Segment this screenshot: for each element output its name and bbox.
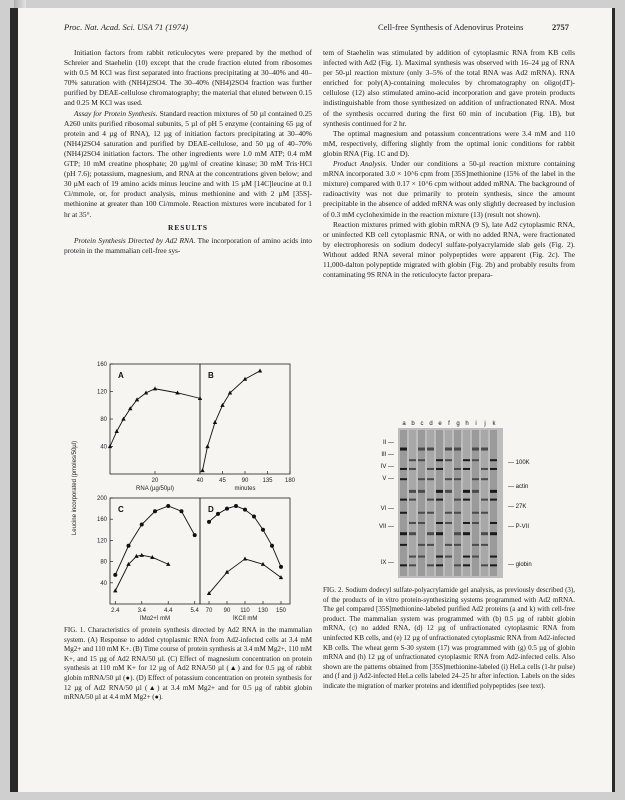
gel-band [490,490,497,493]
gel-band [418,459,425,461]
x-tick-label: 3.4 [137,608,146,614]
marker-label-left: VII — [378,524,394,530]
gel-lane [472,430,479,576]
gel-band [463,499,470,501]
gel-band [490,532,497,535]
y-axis-label: Leucine incorporated (pmoles/50µl) [72,440,78,536]
right-column-text [323,48,575,280]
page-number: 2757 [552,22,569,32]
caption-label: FIG. 2. [323,586,344,594]
gel-lane [481,430,488,576]
data-point-triangle [258,368,262,372]
gel-band [454,532,461,535]
data-point-circle [261,528,265,532]
gel-band [481,532,488,535]
gel-band [418,522,425,524]
gel-band [445,478,452,480]
caption-label: FIG. 1. [64,626,86,634]
gel-band [436,564,443,566]
gel-band [418,556,425,558]
gel-band [427,564,434,566]
x-tick-label: 2.4 [111,608,120,614]
x-tick-label: 45 [219,478,226,484]
x-tick-label: 90 [223,608,231,614]
data-point-circle [193,533,197,537]
x-tick-label: 110 [240,608,250,614]
marker-label-right: — 100K [508,460,530,466]
gel-band [472,490,479,493]
lane-label: a [402,421,406,427]
gel-band [445,544,452,546]
paragraph-body: Standard reaction mixtures of 50 µl contained 0.25 A260 units purified ribosomal subunits, 5 µl of pH 5 enzyme (containing 65 µg of protein and 4 µg of RNA), 12 µg of initiation factors precipitating at 30–40% (NH4)2SO4 saturation and purified by DEAE-cellulose, and 50 µg of 40–70% (NH4)2SO4 initiation factors. The other ingredients were 1.0 mM ATP; 0.4 mM GTP; 10 mM creatine phosphate; 20 µg/ml of creatine kinase; 30 mM Tris·HCl (pH 7.6); potassium, magnesium, and RNA at the concentrations given below; and 30 µM each of 19 amino acids minus leucine and with 15 µM [14C]leucine at 0.1 Ci/mmole, or, for product analysis, minus methionine and with 2 µM [35S]-methionine at greater than 100 Ci/mmole. Reaction mixtures were incubated for 1 hr at 35°. [64,108,312,219]
gel-band [409,459,416,461]
gel-band [490,459,497,461]
data-point-triangle [279,575,283,579]
gel-band [409,556,416,558]
gel-band [463,556,470,558]
data-point-circle [127,544,131,548]
paragraph [64,109,312,220]
data-point-triangle [213,420,217,424]
data-point-circle [140,523,144,527]
panel-label: B [208,371,214,380]
lane-label: k [492,421,496,427]
gel-lane [436,430,443,576]
gel-band [472,448,479,451]
gel-band [481,564,488,566]
gel-band [427,532,434,535]
gel-band [436,532,443,535]
paragraph-heading: Assay for Protein Synthesis. [74,108,158,118]
data-point-circle [179,509,183,513]
gel-band [436,490,443,493]
gel-band [418,512,425,514]
gel-band [490,564,497,566]
x-tick-label: 130 [257,608,269,614]
paragraph: The optimal magnesium and potassium concentrations were 3.4 mM and 110 mM, respectively, differing slightly from the optimal ionic conditions for rabbit globin RNA (Fig. 1C and D). [323,128,575,158]
gel-band [409,532,416,535]
gel-band [418,544,425,546]
gel-band [490,556,497,558]
x-tick-label: 4.4 [164,608,173,614]
figure-1-charts [64,358,316,620]
y-tick-label: 160 [96,517,107,524]
marker-label-right: — globin [508,562,532,568]
gel-band [454,448,461,451]
gel-lane [445,430,452,576]
lane-label: e [438,421,442,427]
data-point-circle [243,508,247,512]
figure-2-gel [368,416,558,586]
lane-label: g [456,421,460,427]
gel-band [400,544,407,546]
y-tick-label: 80 [100,559,107,566]
x-tick-label: 40 [196,478,204,484]
gel-band [436,468,443,470]
x-tick-label: 150 [275,608,287,614]
paragraph-heading: Protein Synthesis Directed by Ad2 RNA. [74,235,196,245]
data-point-circle [216,512,220,516]
gel-band [409,468,416,470]
gel-band [409,522,416,524]
x-tick-label: 135 [262,478,273,484]
data-point-triangle [113,588,117,592]
gel-lane [400,430,407,576]
gel-band [400,532,407,535]
gel-band [436,556,443,558]
gel-band [463,564,470,566]
paragraph [323,159,575,220]
panel-label: A [118,371,124,380]
marker-label-left: II — [382,440,394,446]
paragraph: tem of Staehelin was stimulated by addition of cytoplasmic RNA from KB cells infected with Ad2 (Fig. 1). Maximal synthesis was observed with 16–24 µg of RNA per 50-µl reaction mixture (only 3–5% of the total RNA was Ad2 mRNA). RNA enriched for poly(A)-containing molecules by chromatography on oligo(dT)-cellulose (12) also stimulated amino-acid incorporation and gave protein products indistinguishable from those synthesized on addition of unfractionated RNA. Most of the synthesis occurred during the first 60 min of incubation (Fig. 1B), but synthesis continued for 2 hr. [323,48,575,128]
panel-label: C [118,505,124,514]
journal-citation: Proc. Nat. Acad. Sci. USA 71 (1974) [64,22,189,32]
gel-band [445,448,452,451]
gel-band [454,564,461,566]
y-tick-label: 200 [96,496,107,502]
data-point-triangle [135,397,139,401]
x-tick-label: 180 [284,478,296,484]
data-point-circle [113,573,117,577]
gel-band [400,478,407,480]
data-point-triangle [243,557,247,561]
series-line [203,371,261,471]
series-line [115,555,168,591]
lane-label: c [420,421,424,427]
gel-band [427,478,434,480]
running-title: Cell-free Synthesis of Adenovirus Proteins [378,22,524,32]
gel-band [481,468,488,470]
gel-band [490,499,497,501]
gel-lane [463,430,470,576]
gel-band [490,468,497,470]
x-axis-label: [Mg2+] mM [139,616,171,620]
gel-band [481,499,488,501]
y-tick-label: 80 [100,417,107,423]
gel-lane [418,430,425,576]
y-tick-label: 40 [100,580,107,587]
paragraph-body: Under our conditions a 50-µl reaction mixture containing mRNA incorporated 3.0 × 10^6 cpm from [35S]methionine (15% of the label in the mixture) compared with 0.17 × 10^6 cpm without added mRNA. The background of radioactivity was not due primarily to protein synthesis, since the amount precipitable in the absence of added mRNA was only slightly decreased by inclusion of 0.3 mM cycloheximide in the reaction mixture (13) (result not shown). [323,159,575,219]
gel-band [400,512,407,514]
gel-band [436,522,443,524]
marker-label-left: IX — [380,560,394,566]
caption-text: Sodium dodecyl sulfate-polyacrylamide gel analysis, as previously described (3), of the products of in vitro protein-synthesizing systems programmed with Ad2 mRNA. The gel compared [35S]methionine-labeled purified Ad2 proteins (a and k) with cell-free product. The mammalian system was programmed with (b) 0.5 µg of rabbit globin mRNA, (c) no added RNA, (d) 12 µg of unfractionated cytoplasmic RNA from uninfected KB cells, and (e) 12 µg of unfractionated cytoplasmic RNA from Ad2-infected KB cells. The wheat germ S-30 system (17) was programmed with (g) 0.5 µg of globin mRNA and (h) 12 µg of unfractionated cytoplasmic RNA from Ad2-infected cells. Also shown are the patterns obtained from [35S]methionine-labeled (i) HeLa cells (1-hr pulse) and (f and j) Ad2-infected HeLa cells labeled 24–25 hr after infection. Labels on the sides indicate the migration of marker proteins and identified polypeptides (see text). [323,586,575,690]
paragraph-body: The incorporation of amino acids into protein in the mammalian cell-free sys- [64,235,312,255]
gel-lane [490,430,497,576]
gel-band [400,468,407,470]
figure-2-caption [323,586,575,692]
x-axis-label: minutes [234,486,256,492]
gel-band [418,448,425,451]
paragraph: Reaction mixtures primed with globin mRNA (9 S), late Ad2 cytoplasmic RNA, or uninfected KB cell cytoplasmic RNA, or with no added RNA, were fractionated by electrophoresis on sodium dodecyl sulfate-polyacrylamide slab gels (Fig. 2). Without added RNA several minor polypeptides were apparent (Fig. 2c). The 11,000-dalton polypeptide migrated with globin (Fig. 2b) and probably results from contaminating 9S RNA in the reticulocyte factor prepara- [323,219,575,280]
marker-label-left: IV — [380,464,394,470]
x-tick-label: 90 [241,478,249,484]
data-point-triangle [140,553,144,557]
x-tick-label: 70 [205,608,213,614]
lane-label: j [484,421,486,427]
gel-band [427,512,434,514]
data-point-triangle [225,570,229,574]
gel-band [472,522,479,524]
gel-band [454,499,461,501]
gel-band [427,499,434,501]
marker-label-left: V — [382,476,394,482]
data-point-circle [166,504,170,508]
gel-band [400,564,407,566]
gel-band [436,459,443,461]
paragraph-heading: Product Analysis. [333,159,388,169]
gel-band [427,468,434,470]
lane-label: h [465,421,469,427]
gel-band [454,478,461,480]
y-tick-label: 40 [100,444,107,451]
marker-label-right: — 27K [508,504,527,510]
gel-band [445,512,452,514]
gel-band [445,556,452,558]
gel-band [409,564,416,566]
gel-band [427,544,434,546]
gel-band [463,490,470,493]
gel-band [436,499,443,501]
gel-band [409,499,416,501]
gel-band [463,532,470,535]
gel-lane [454,430,461,576]
lane-label: i [475,421,477,427]
y-tick-label: 120 [96,389,107,396]
lane-label: d [429,421,433,427]
gel-band [454,512,461,514]
x-tick-label: 5.4 [190,608,199,614]
gel-band [472,512,479,514]
data-point-triangle [115,429,119,433]
section-heading: RESULTS [167,222,208,232]
gel-lane [427,430,434,576]
gel-band [481,512,488,514]
gel-band [400,448,407,451]
data-point-circle [153,509,157,513]
gel-band [472,478,479,480]
gel-band [454,468,461,470]
x-tick-label: 20 [151,478,159,484]
gel-band [445,459,452,461]
gel-band [472,459,479,461]
gel-band [400,499,407,501]
marker-label-right: — actin [508,484,529,490]
data-point-circle [270,544,274,548]
data-point-circle [225,507,229,511]
series-line [209,559,281,593]
data-point-circle [207,520,211,524]
gel-band [463,522,470,524]
lane-label: f [448,421,450,427]
figure-1-caption [64,626,312,703]
y-tick-label: 120 [96,538,107,545]
left-column-text [64,48,312,256]
data-point-triangle [205,444,209,448]
paragraph: Initiation factors from rabbit reticulocytes were prepared by the method of Schreier and Staehelin (10) except that the crude fraction eluted from ribosomes with 0.5 M KCl was first separated into fractions precipitating at 30–40% and 40–70% saturation with (NH4)2SO4. The 30–40% (NH4)2SO4 fraction was further purified by DEAE-cellulose chromatography; the material that eluted between 0.15 and 0.25 M KCl was used. [64,48,312,108]
gel-band [481,478,488,480]
data-point-circle [234,504,238,508]
gel-band [418,478,425,480]
gel-lane [409,430,416,576]
gel-band [490,522,497,524]
x-axis-label: [KCl] mM [232,616,258,620]
journal-page [10,8,615,792]
caption-text: Characteristics of protein synthesis directed by Ad2 RNA in the mammalian system. (A) Response to added cytoplasmic RNA from Ad2-infected cells at 3.4 mM Mg2+ and 110 mM K+. (B) Time course of protein synthesis at 3.4 mM Mg2+, 110 mM K+, and 15 µg of Ad2 RNA/50 µl. (C) Effect of magnesium concentration on protein synthesis at 110 mM K+ for 12 µg of Ad2 RNA/50 µl (▲) and for 0.5 µg of rabbit globin mRNA/50 µl (●). (D) Effect of potassium concentration on protein synthesis for 12 µg of Ad2 RNA/50 µl (▲) at 3.4 mM Mg2+ and for 0.5 µg of rabbit globin mRNA/50 µl at 4.4 mM Mg2+ (●). [64,626,312,702]
x-axis-label: RNA (µg/50µl) [136,486,174,492]
gel-band [445,522,452,524]
data-point-triangle [153,386,157,390]
gel-band [481,448,488,451]
marker-label-left: III — [381,452,394,458]
paragraph [64,236,312,256]
data-point-triangle [108,444,112,448]
gel-band [472,544,479,546]
marker-label-left: VI — [380,506,394,512]
gel-band [463,468,470,470]
gel-band [445,490,452,493]
data-point-circle [252,515,256,519]
panel-label: D [208,505,214,514]
gel-band [427,448,434,451]
marker-label-right: — P-VII [508,524,530,530]
gel-band [409,490,416,493]
gel-band [454,544,461,546]
y-tick-label: 160 [96,362,107,368]
data-point-triangle [200,468,204,472]
gel-band [418,490,425,493]
gel-band [481,544,488,546]
gel-band [472,556,479,558]
lane-label: b [411,421,415,427]
gel-band [463,459,470,461]
data-point-circle [279,565,283,569]
